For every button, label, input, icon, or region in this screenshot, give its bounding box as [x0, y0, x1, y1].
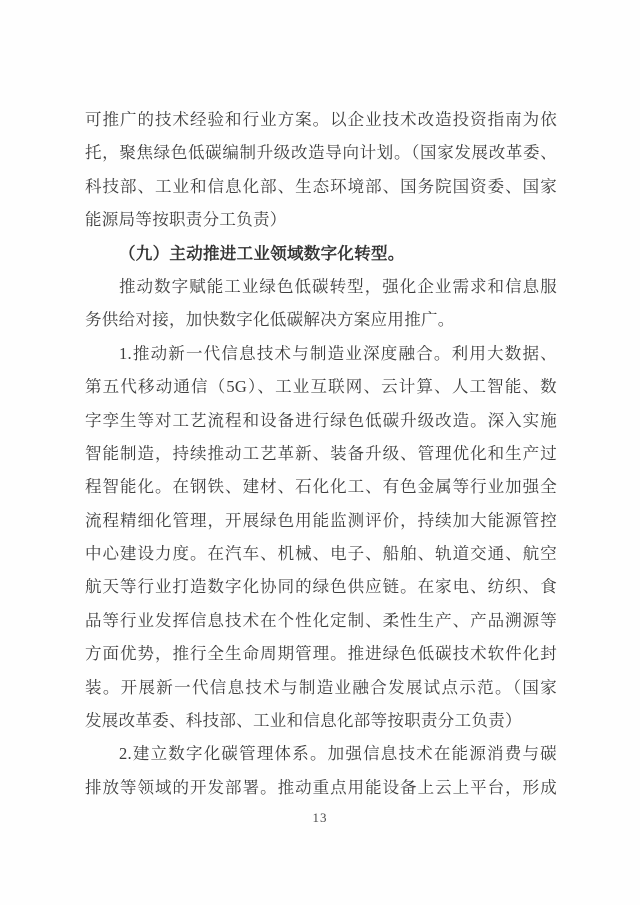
text-line: 托，聚焦绿色低碳编制升级改造导向计划。（国家发展改革委、 [85, 143, 557, 163]
text-line: 流程精细化管理，开展绿色用能监测评价，持续加大能源管控 [85, 510, 557, 530]
text-line: 装。开展新一代信息技术与制造业融合发展试点示范。（国家 [85, 677, 557, 697]
text-line: 品等行业发挥信息技术在个性化定制、柔性生产、产品溯源等 [85, 610, 557, 630]
section-heading: （九）主动推进工业领域数字化转型。 [119, 243, 405, 263]
text-line: 务供给对接，加快数字化低碳解决方案应用推广。 [85, 310, 455, 330]
text-line: 推动数字赋能工业绿色低碳转型，强化企业需求和信息服 [119, 276, 557, 296]
text-line: 中心建设力度。在汽车、机械、电子、船舶、轨道交通、航空 [85, 544, 557, 564]
text-line: 排放等领域的开发部署。推动重点用能设备上云上平台，形成 [85, 777, 557, 797]
text-block [85, 103, 557, 804]
text-line: 1.推动新一代信息技术与制造业深度融合。利用大数据、 [119, 343, 557, 363]
text-line: 航天等行业打造数字化协同的绿色供应链。在家电、纺织、食 [85, 577, 557, 597]
text-line: 方面优势，推行全生命周期管理。推进绿色低碳技术软件化封 [85, 644, 557, 664]
text-line: 发展改革委、科技部、工业和信息化部等按职责分工负责） [85, 711, 522, 731]
text-line: 字孪生等对工艺流程和设备进行绿色低碳升级改造。深入实施 [85, 410, 557, 430]
text-line: 能源局等按职责分工负责） [85, 210, 287, 230]
text-line: 智能制造，持续推动工艺革新、装备升级、管理优化和生产过 [85, 443, 557, 463]
text-line: 科技部、工业和信息化部、生态环境部、国务院国资委、国家 [85, 176, 557, 196]
text-line: 2.建立数字化碳管理体系。加强信息技术在能源消费与碳 [119, 744, 557, 764]
text-line: 程智能化。在钢铁、建材、石化化工、有色金属等行业加强全 [85, 477, 557, 497]
text-line: 可推广的技术经验和行业方案。以企业技术改造投资指南为依 [85, 110, 557, 129]
page-number: 13 [312, 810, 328, 825]
text-line: 第五代移动通信（5G）、工业互联网、云计算、人工智能、数 [85, 377, 557, 397]
